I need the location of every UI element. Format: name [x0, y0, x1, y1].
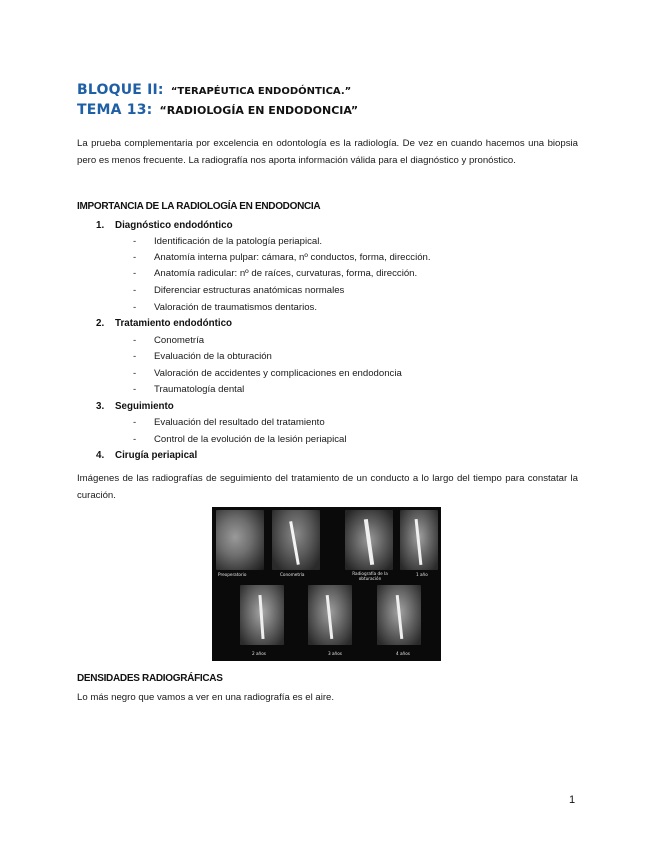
list-label: Diagnóstico endodóntico	[115, 220, 233, 231]
block-header	[77, 79, 351, 98]
caption: 4 años	[396, 651, 410, 656]
radiograph-preoperative	[216, 510, 264, 570]
topic-title: “RADIOLOGÍA EN ENDODONCIA”	[159, 104, 359, 117]
list-item-4	[96, 450, 197, 461]
topic-tag: TEMA 13:	[77, 102, 153, 118]
bullet-item: - Identificación de la patología periapical.	[133, 236, 323, 247]
intro-paragraph: La prueba complementaria por excelencia en odontología es la radiología. De vez en cuando hacemos una biopsia pero es menos frecuente. La radiografía nos aporta información válida para el diagnóstico y pronóstico.	[77, 138, 578, 166]
section-heading-importance: IMPORTANCIA DE LA RADIOLOGÍA EN ENDODONCIA	[77, 201, 321, 212]
list-label: Seguimiento	[115, 401, 174, 412]
bullet-item: - Anatomía radicular: nº de raíces, curvaturas, forma, dirección.	[133, 268, 418, 279]
densities-paragraph: Lo más negro que vamos a ver en una radiografía es el aire.	[77, 692, 335, 703]
block-title: “TERAPÉUTICA ENDODÓNTICA.”	[170, 86, 352, 97]
caption: 2 años	[252, 651, 266, 656]
bullet-item: - Anatomía interna pulpar: cámara, nº conductos, forma, dirección.	[133, 252, 431, 263]
bullet-item: - Traumatología dental	[133, 384, 245, 395]
caption: Conometría	[280, 572, 305, 577]
bullet-item: - Evaluación de la obturación	[133, 351, 272, 362]
list-number: 4.	[96, 450, 105, 461]
bullet-item: - Evaluación del resultado del tratamiento	[133, 417, 325, 428]
list-label: Tratamiento endodóntico	[115, 318, 233, 329]
bullet-item: - Valoración de traumatismos dentarios.	[133, 302, 317, 313]
bullet-item: - Diferenciar estructuras anatómicas normales	[133, 285, 345, 296]
caption: 3 años	[328, 651, 342, 656]
block-tag: BLOQUE II:	[77, 82, 164, 98]
bullet-item: - Control de la evolución de la lesión periapical	[133, 434, 347, 445]
figure-description: Imágenes de las radiografías de seguimiento del tratamiento de un conducto a lo largo del tiempo para constatar la curación.	[77, 473, 578, 501]
radiograph-figure	[212, 507, 441, 661]
section-heading-densities: DENSIDADES RADIOGRÁFICAS	[77, 673, 223, 684]
bullet-item: - Valoración de accidentes y complicaciones en endodoncia	[133, 368, 402, 379]
list-number: 2.	[96, 318, 105, 329]
list-number: 1.	[96, 220, 105, 231]
list-item-1	[96, 220, 233, 231]
caption: 1 año	[416, 572, 428, 577]
topic-header	[77, 99, 358, 118]
list-item-2	[96, 318, 232, 329]
list-item-3	[96, 401, 174, 412]
page-number: 1	[569, 794, 576, 806]
list-number: 3.	[96, 401, 105, 412]
list-label: Cirugía periapical	[115, 450, 198, 461]
bullet-item: - Conometría	[133, 335, 205, 346]
caption: Preoperatorio	[218, 572, 247, 577]
caption: Radiografía de la obturación	[352, 571, 388, 581]
